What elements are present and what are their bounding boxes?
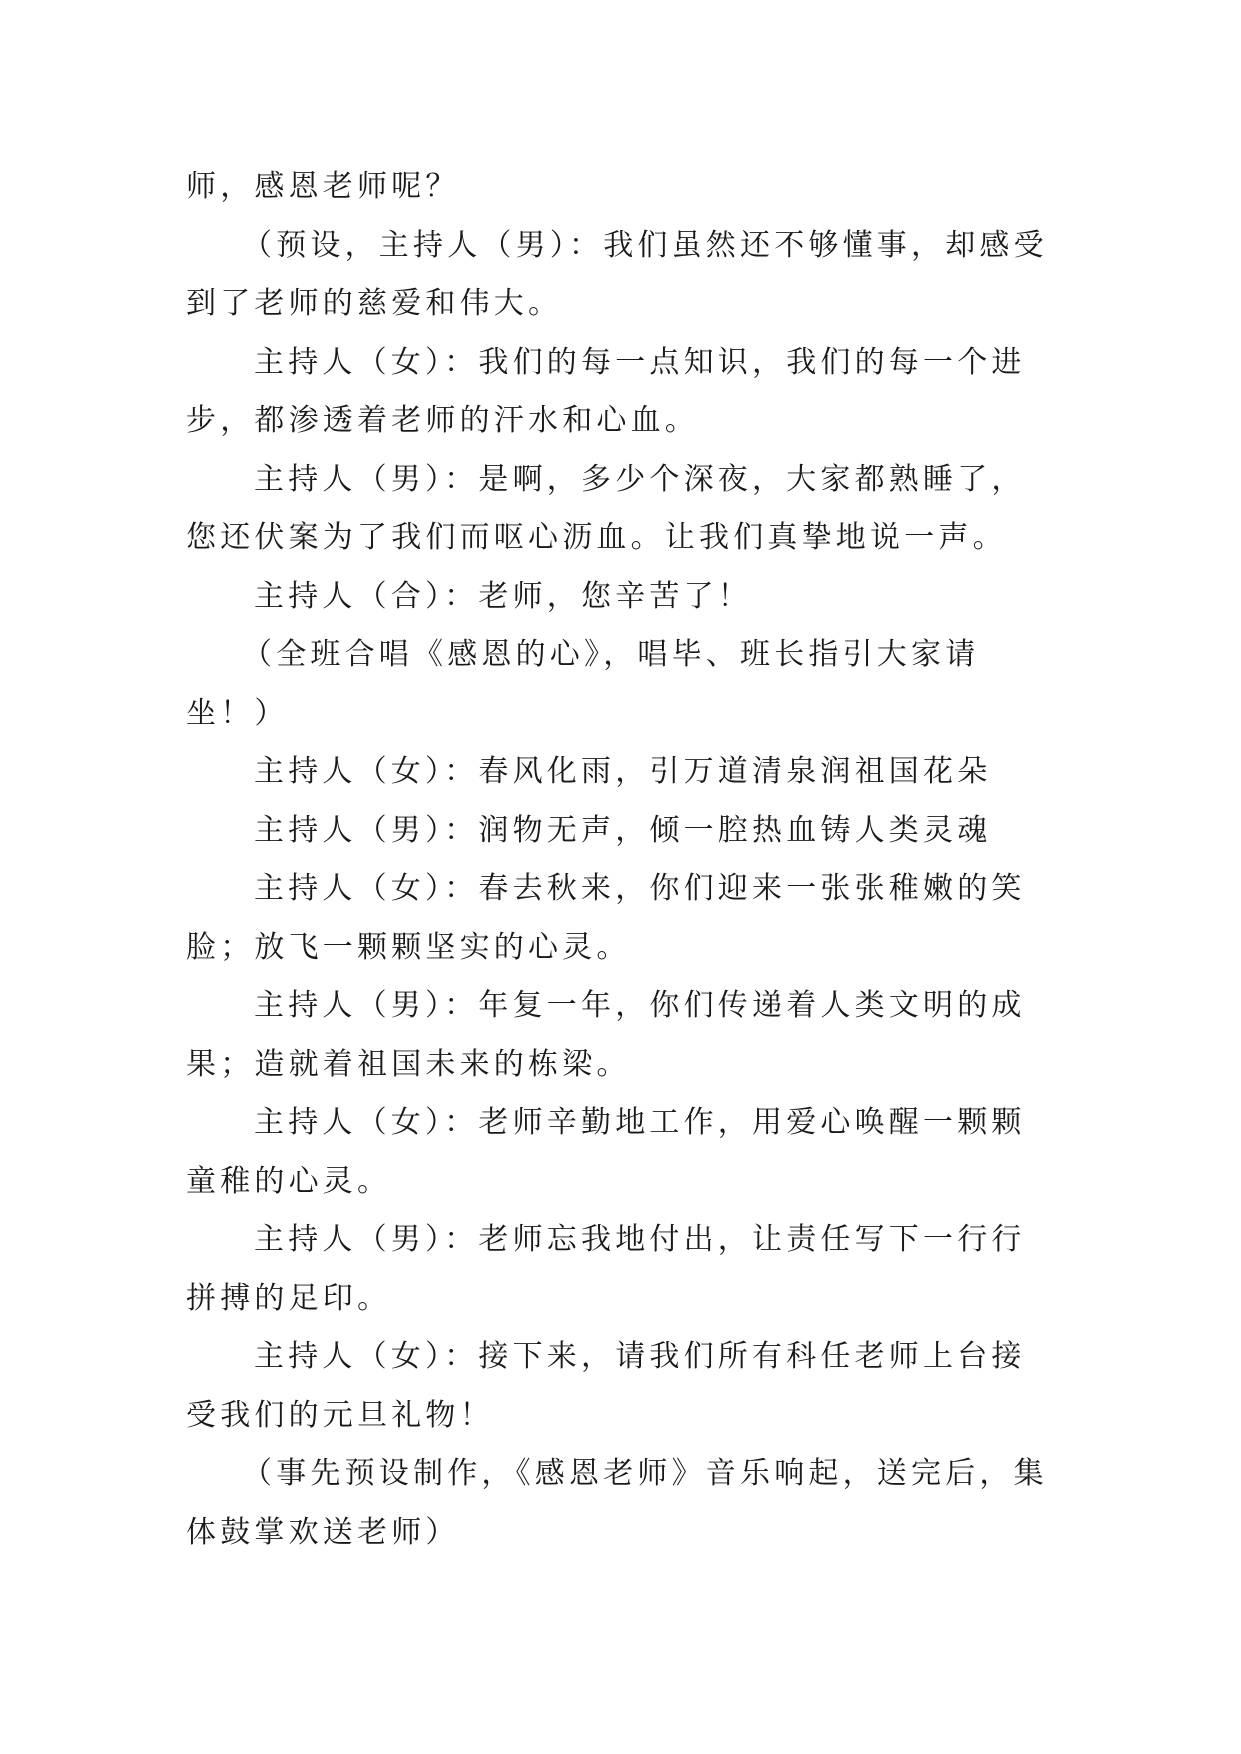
paragraph-host-male: 主持人（男）：老师忘我地付出，让责任写下一行行拼搏的足印。: [186, 1222, 1026, 1316]
paragraph-stage-direction: （预设，主持人（男）：我们虽然还不够懂事，却感受到了老师的慈爱和伟大。: [186, 227, 1048, 321]
paragraph-host-female: 主持人（女）：我们的每一点知识，我们的每一个进步，都渗透着老师的汗水和心血。: [186, 344, 1026, 438]
paragraph-host-male: 主持人（男）：年复一年，你们传递着人类文明的成果；造就着祖国未来的栋梁。: [186, 988, 1026, 1082]
paragraph-continuation: 师，感恩老师呢？: [186, 169, 460, 204]
document-body: [186, 158, 1056, 1562]
paragraph-host-female: 主持人（女）：春去秋来，你们迎来一张张稚嫩的笑脸；放飞一颗颗坚实的心灵。: [186, 871, 1026, 965]
paragraph-stage-direction: （全班合唱《感恩的心》，唱毕、班长指引大家请坐！）: [186, 637, 980, 731]
paragraph-host-male: 主持人（男）：是啊，多少个深夜，大家都熟睡了，您还伏案为了我们而呕心沥血。让我们真挚地说一声。: [186, 461, 1026, 555]
paragraph-host-together: 主持人（合）：老师，您辛苦了！: [254, 578, 752, 614]
paragraph-host-female: 主持人（女）：接下来，请我们所有科任老师上台接受我们的元旦礼物！: [186, 1339, 1026, 1433]
paragraph-stage-direction: （事先预设制作，《感恩老师》音乐响起，送完后，集体鼓掌欢送老师）: [186, 1456, 1048, 1550]
paragraph-host-female: 主持人（女）：春风化雨，引万道清泉润祖国花朵: [254, 754, 992, 789]
paragraph-host-female: 主持人（女）：老师辛勤地工作，用爱心唤醒一颗颗童稚的心灵。: [186, 1105, 1026, 1199]
paragraph-host-male: 主持人（男）：润物无声，倾一腔热血铸人类灵魂: [254, 812, 992, 848]
